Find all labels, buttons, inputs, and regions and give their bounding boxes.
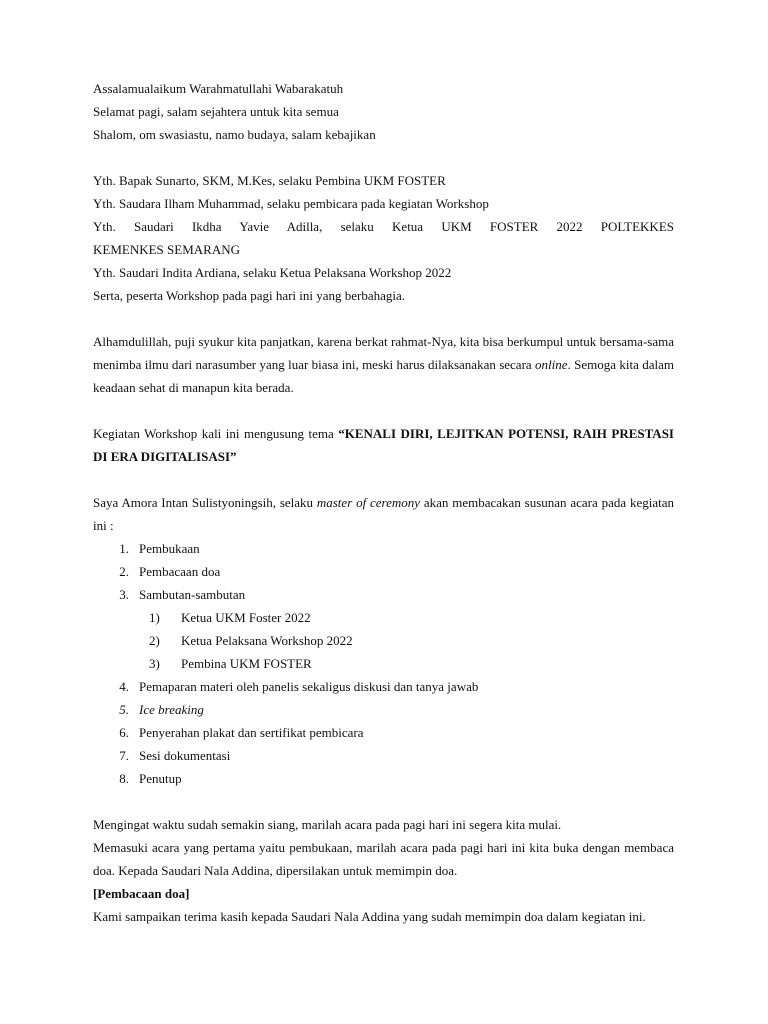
list-number: 2. [119, 564, 129, 579]
list-item [93, 560, 674, 583]
opening-italic: online [535, 357, 568, 372]
list-number: 6. [119, 725, 129, 740]
addressee-1: Yth. Bapak Sunarto, SKM, M.Kes, selaku Pembina UKM FOSTER [93, 173, 446, 188]
spacer [93, 146, 674, 169]
list-item [93, 675, 674, 698]
list-item [93, 652, 674, 675]
list-item [93, 767, 674, 790]
addressee-3-cont: KEMENKES SEMARANG [93, 242, 240, 257]
list-item [93, 629, 674, 652]
list-label: Ice breaking [139, 702, 204, 717]
mc-intro-text-end: akan membacakan susunan acara pada kegiatan ini : [93, 495, 674, 533]
opening-text: Alhamdulillah, puji syukur kita panjatkan, karena berkat rahmat-Nya, kita bisa berkumpul untuk bersama-sama menimba ilmu dari narasumber yang luar biasa ini, meski harus dilaksanakan secara [93, 334, 674, 372]
addressee-5: Serta, peserta Workshop pada pagi hari ini yang berbahagia. [93, 288, 406, 303]
speeches-list [93, 606, 674, 675]
agenda-list [93, 537, 674, 790]
list-number: 4. [119, 679, 129, 694]
spacer [93, 399, 674, 422]
addressee-2: Yth. Saudara Ilham Muhammad, selaku pembicara pada kegiatan Workshop [93, 196, 489, 211]
document-body [93, 77, 674, 928]
thanks-paragraph: Kami sampaikan terima kasih kepada Saudari Nala Addina yang sudah memimpin doa dalam kegiatan ini. [93, 909, 646, 924]
theme-prefix: Kegiatan Workshop kali ini mengusung tema [93, 426, 339, 441]
list-number: 3. [119, 587, 129, 602]
section-heading: [Pembacaan doa] [93, 886, 190, 901]
list-item [93, 744, 674, 767]
mc-intro-paragraph [93, 491, 674, 537]
list-item [93, 583, 674, 675]
opening-paragraph [93, 330, 674, 399]
list-label: Pembukaan [139, 541, 200, 556]
theme-paragraph [93, 422, 674, 468]
list-label: Sambutan-sambutan [139, 587, 246, 602]
theme-title: “KENALI DIRI, LEJITKAN POTENSI, RAIH PRESTASI DI ERA DIGITALISASI” [93, 426, 674, 464]
addressee-3: Yth. Saudari Ikdha Yavie Adilla, selaku Ketua UKM FOSTER 2022 POLTEKKES [93, 219, 674, 234]
closing-line: Mengingat waktu sudah semakin siang, marilah acara pada pagi hari ini segera kita mulai. [93, 817, 562, 832]
prayer-invitation: Memasuki acara yang pertama yaitu pembukaan, marilah acara pada pagi hari ini kita buka dengan membaca doa. Kepada Saudari Nala Addina, dipersilakan untuk memimpin doa. [93, 840, 674, 878]
spacer [93, 468, 674, 491]
mc-intro-italic: master of ceremony [316, 495, 421, 510]
list-number: 7. [119, 748, 129, 763]
list-number: 1) [149, 610, 160, 625]
greeting-1: Assalamualaikum Warahmatullahi Wabarakatuh [93, 81, 344, 96]
list-label: Penyerahan plakat dan sertifikat pembicara [139, 725, 364, 740]
list-item [93, 721, 674, 744]
list-number: 1. [119, 541, 129, 556]
list-label: Pemaparan materi oleh panelis sekaligus diskusi dan tanya jawab [139, 679, 479, 694]
greeting-2: Selamat pagi, salam sejahtera untuk kita semua [93, 104, 339, 119]
greeting-3: Shalom, om swasiastu, namo budaya, salam kebajikan [93, 127, 376, 142]
list-label: Sesi dokumentasi [139, 748, 231, 763]
opening-text-end: . Semoga kita dalam keadaan sehat di manapun kita berada. [93, 357, 674, 395]
list-label: Ketua UKM Foster 2022 [181, 610, 311, 625]
list-item [93, 606, 674, 629]
spacer [93, 307, 674, 330]
list-number: 2) [149, 633, 160, 648]
list-number: 3) [149, 656, 160, 671]
list-label: Pembina UKM FOSTER [181, 656, 312, 671]
mc-intro-text: Saya Amora Intan Sulistyoningsih, selaku [93, 495, 317, 510]
list-label: Pembacaan doa [139, 564, 221, 579]
list-item [93, 537, 674, 560]
list-item [93, 698, 674, 721]
list-number: 8. [119, 771, 129, 786]
list-number: 5. [119, 702, 129, 717]
addressee-4: Yth. Saudari Indita Ardiana, selaku Ketua Pelaksana Workshop 2022 [93, 265, 452, 280]
spacer [93, 790, 674, 813]
list-label: Ketua Pelaksana Workshop 2022 [181, 633, 353, 648]
list-label: Penutup [139, 771, 182, 786]
